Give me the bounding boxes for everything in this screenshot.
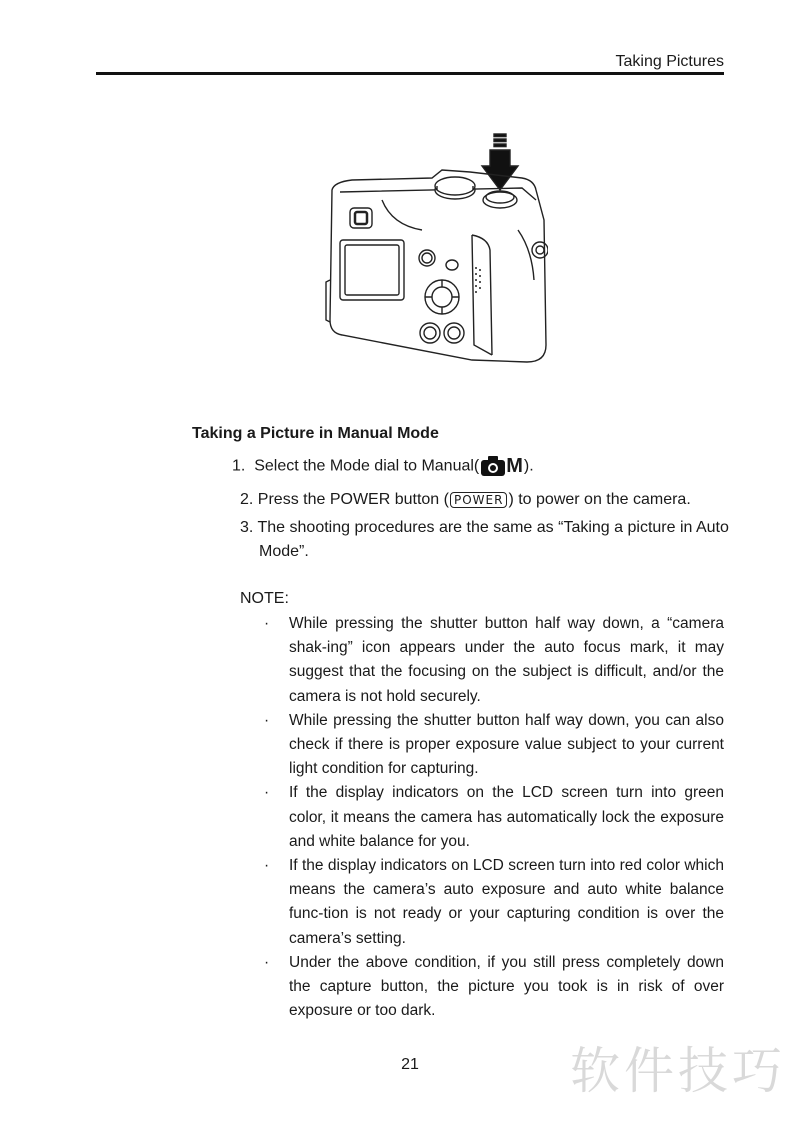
page-number: 21 (401, 1056, 419, 1073)
note-text: While pressing the shutter button half way down, you can also check if there is proper exposure value subject to your current light condition for capturing. (289, 711, 724, 778)
step-2-text: Press the POWER button ( (257, 491, 449, 508)
bullet: · (264, 953, 270, 971)
step-2-text-after: ) to power on the camera. (508, 491, 691, 508)
bullet: · (264, 784, 270, 802)
note-label: NOTE: (240, 590, 289, 607)
section-title: Taking a Picture in Manual Mode (192, 425, 439, 442)
camera-illustration (322, 130, 548, 366)
note-list (262, 612, 724, 1023)
note-text: If the display indicators on the LCD screen turn into green color, it means the camera has automatically lock the exposure and white balance for you. (289, 784, 724, 850)
bullet: · (264, 711, 270, 729)
camera-manual-mode-icon (480, 454, 523, 478)
step-1-text: Select the Mode dial to Manual( (254, 457, 480, 475)
header-rule (96, 72, 724, 75)
note-item (262, 781, 724, 854)
page-header-title: Taking Pictures (615, 53, 724, 70)
note-item (262, 612, 724, 709)
bullet: · (264, 857, 270, 875)
step-1-number: 1. (232, 457, 246, 475)
note-text: While pressing the shutter button half way down, a “camera shak-ing” icon appears under the auto focus mark, it may suggest that the focusing on the subject is difficult, and/or the camera is not hold securely. (289, 615, 724, 705)
step-3 (240, 516, 740, 564)
note-item (262, 709, 724, 782)
step-1-text-after: ). (523, 457, 534, 475)
step-1 (232, 454, 534, 478)
step-3-text: The shooting procedures are the same as “Taking a picture in Auto (257, 519, 729, 536)
note-item (262, 951, 724, 1024)
step-3-text-cont: Mode”. (259, 543, 309, 560)
step-3-number: 3. (240, 519, 254, 536)
power-badge: POWER (450, 492, 507, 508)
bullet: · (264, 615, 270, 632)
step-2-number: 2. (240, 491, 254, 508)
watermark: 软件技巧 (570, 1042, 786, 1100)
step-2 (240, 488, 691, 512)
manual-mode-letter: M (506, 455, 523, 477)
note-text: If the display indicators on LCD screen turn into red color which means the camera’s auto exposure and auto white balance func-tion is not ready or your capturing condition is over the camera’s setting. (289, 857, 724, 947)
note-item (262, 854, 724, 951)
note-text: Under the above condition, if you still press completely down the capture button, the picture you took is in risk of over exposure or too dark. (289, 953, 724, 1020)
